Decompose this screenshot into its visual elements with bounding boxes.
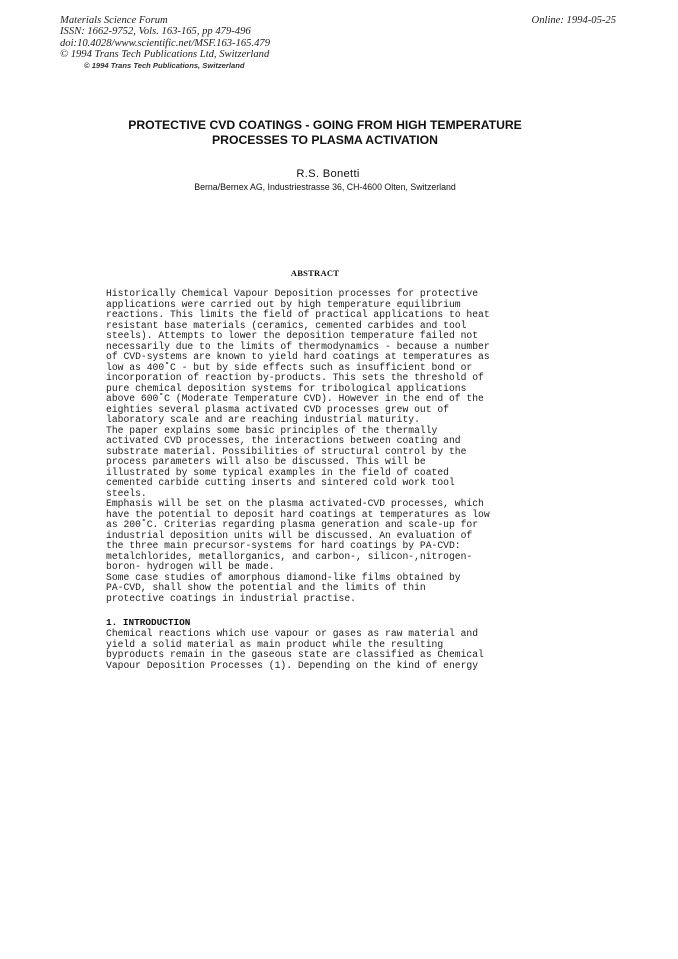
journal-doi: doi:10.4028/www.scientific.net/MSF.163-165.479 <box>60 37 270 49</box>
author-affiliation: Berna/Bernex AG, Industriestrasse 36, CH-4600 Olten, Switzerland <box>194 182 456 192</box>
text-line: The paper explains some basic principles of the thermally <box>106 424 438 436</box>
text-line: above 600˚C (Moderate Temperature CVD). However in the end of the <box>106 393 484 404</box>
text-line: laboratory scale and are reaching industrial maturity. <box>106 414 420 425</box>
text-line: Vapour Deposition Processes (1). Depending on the kind of energy <box>106 659 479 671</box>
text-line: steels. <box>106 487 147 499</box>
journal-issn: ISSN: 1662-9752, Vols. 163-165, pp 479-496 <box>60 26 251 38</box>
paper-title <box>100 118 550 148</box>
text-line: have the potential to deposit hard coatings at temperatures as low <box>106 508 490 520</box>
text-line: process parameters will also be discussed. This will be <box>106 456 426 467</box>
text-line: metalchlorides, metallorganics, and carbon-, silicon-,nitrogen- <box>106 550 473 562</box>
text-line: substrate material. Possibilities of structural control by the <box>106 445 467 457</box>
text-line: Historically Chemical Vapour Deposition processes for protective <box>106 288 479 299</box>
journal-name: Materials Science Forum <box>60 15 168 26</box>
text-line: low as 400˚C - but by side effects such as insufficient bond or <box>106 361 473 373</box>
text-line: eighties several plasma activated CVD processes grew out of <box>106 403 449 415</box>
text-line: as 200˚C. Criterias regarding plasma generation and scale-up for <box>106 519 479 530</box>
text-line: illustrated by some typical examples in the field of coated <box>106 466 449 478</box>
publisher-stamp: © 1994 Trans Tech Publications, Switzerland <box>84 60 245 70</box>
abstract-heading: ABSTRACT <box>290 268 340 278</box>
text-line: Emphasis will be set on the plasma activated-CVD processes, which <box>106 498 484 509</box>
journal-copyright: © 1994 Trans Tech Publications Ltd, Switzerland <box>60 49 270 61</box>
text-line: incorporation of reaction by-products. This sets the threshold of <box>106 372 484 383</box>
abstract-body <box>106 289 490 604</box>
text-line: steels). Attempts to lower the deposition temperature failed not <box>106 330 479 341</box>
text-line: the three main precursor-systems for hard coatings by PA-CVD: <box>106 540 461 551</box>
text-line: Chemical reactions which use vapour or gases as raw material and <box>106 628 479 639</box>
journal-citation <box>60 15 270 71</box>
text-line: activated CVD processes, the interactions between coating and <box>106 435 461 446</box>
introduction-body <box>106 629 484 671</box>
text-line: cemented carbide cutting inserts and sintered cold work tool <box>106 477 455 488</box>
text-line: industrial deposition units will be discussed. An evaluation of <box>106 529 473 541</box>
text-line: reactions. This limits the field of practical applications to heat <box>106 309 490 320</box>
text-line: necessarily due to the limits of thermodynamics - because a number <box>106 340 490 352</box>
text-line: yield a solid material as main product while the resulting <box>106 638 444 650</box>
text-line: PA-CVD, shall show the potential and the limits of thin <box>106 582 426 593</box>
author-name: R.S. Bonetti <box>296 168 360 180</box>
text-line: applications were carried out by high temperature equilibrium <box>106 298 461 310</box>
online-date: Online: 1994-05-25 <box>531 15 616 26</box>
section-heading-introduction: 1. INTRODUCTION <box>106 617 191 628</box>
text-line: of CVD-systems are known to yield hard coatings at temperatures as <box>106 351 490 362</box>
paper-title-line: PROCESSES TO PLASMA ACTIVATION <box>212 133 438 147</box>
text-line: protective coatings in industrial practise. <box>106 592 356 604</box>
text-line: resistant base materials (ceramics, cemented carbides and tool <box>106 319 467 331</box>
text-line: byproducts remain in the gaseous state are classified as Chemical <box>106 649 484 661</box>
text-line: boron- hydrogen will be made. <box>106 561 275 572</box>
text-line: Some case studies of amorphous diamond-like films obtained by <box>106 571 461 583</box>
paper-title-line: PROTECTIVE CVD COATINGS - GOING FROM HIGH TEMPERATURE <box>128 118 522 132</box>
text-line: pure chemical deposition systems for tribological applications <box>106 382 467 394</box>
